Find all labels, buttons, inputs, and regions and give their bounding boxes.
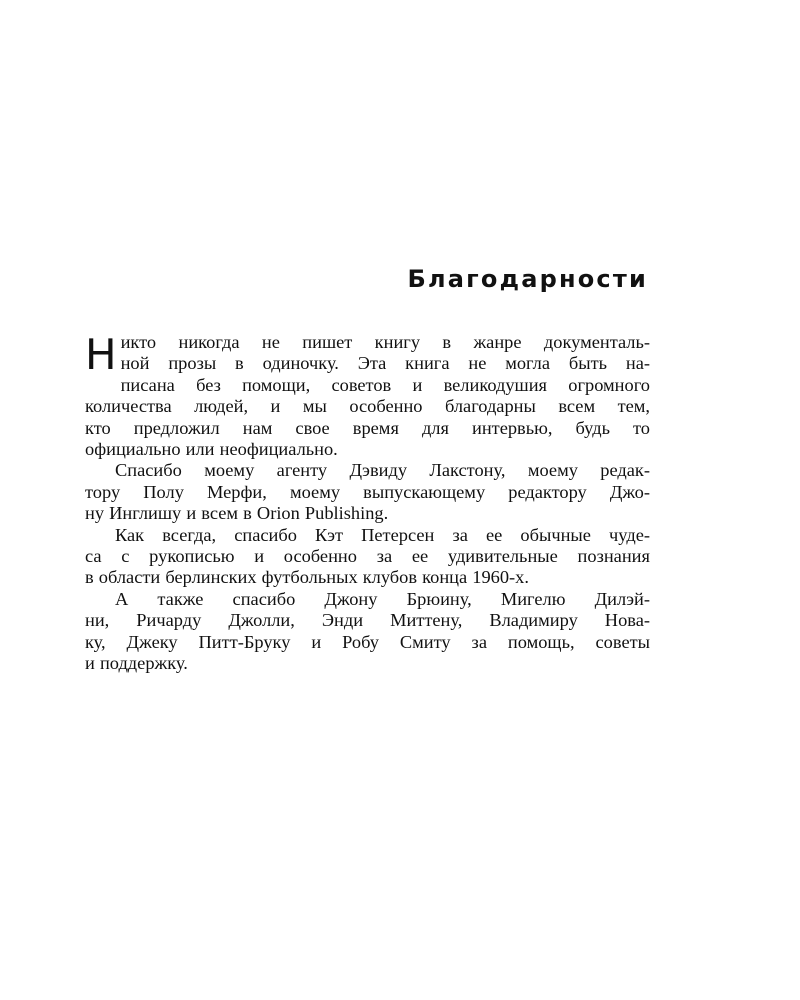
paragraph-4 xyxy=(85,589,650,675)
text-line: Как всегда, спасибо Кэт Петерсен за ее обычные чуде- xyxy=(115,524,650,545)
text-line: официально или неофициально. xyxy=(85,439,338,460)
text-line: кто предложил нам свое время для интервью, будь то xyxy=(85,417,650,438)
page-heading: Благодарности xyxy=(407,265,648,293)
text-line: и поддержку. xyxy=(85,653,188,674)
text-line: А также спасибо Джону Брюину, Мигелю Дилэй- xyxy=(115,588,650,609)
text-line: количества людей, и мы особенно благодарны всем тем, xyxy=(85,396,650,417)
acknowledgements-text xyxy=(85,332,650,675)
drop-cap: Н xyxy=(85,330,117,379)
text-line: в области берлинских футбольных клубов конца 1960-х. xyxy=(85,567,529,588)
text-line: писана без помощи, советов и великодушия огромного xyxy=(120,374,650,395)
text-line: тору Полу Мерфи, моему выпускающему редактору Джо- xyxy=(85,481,650,502)
text-line: са с рукописью и особенно за ее удивительные познания xyxy=(85,546,650,567)
text-line: Спасибо моему агенту Дэвиду Лакстону, моему редак- xyxy=(115,460,650,481)
paragraph-3 xyxy=(85,525,650,589)
text-line: ни, Ричарду Джолли, Энди Миттену, Владимиру Нова- xyxy=(85,610,650,631)
paragraph-2 xyxy=(85,460,650,524)
text-line: икто никогда не пишет книгу в жанре документаль- xyxy=(120,332,650,352)
paragraph-1 xyxy=(85,332,650,460)
text-line: ну Инглишу и всем в Orion Publishing. xyxy=(85,503,389,524)
text-line: ку, Джеку Питт-Бруку и Робу Смиту за помощь, советы xyxy=(85,631,650,652)
text-line: ной прозы в одиночку. Эта книга не могла быть на- xyxy=(120,353,650,374)
